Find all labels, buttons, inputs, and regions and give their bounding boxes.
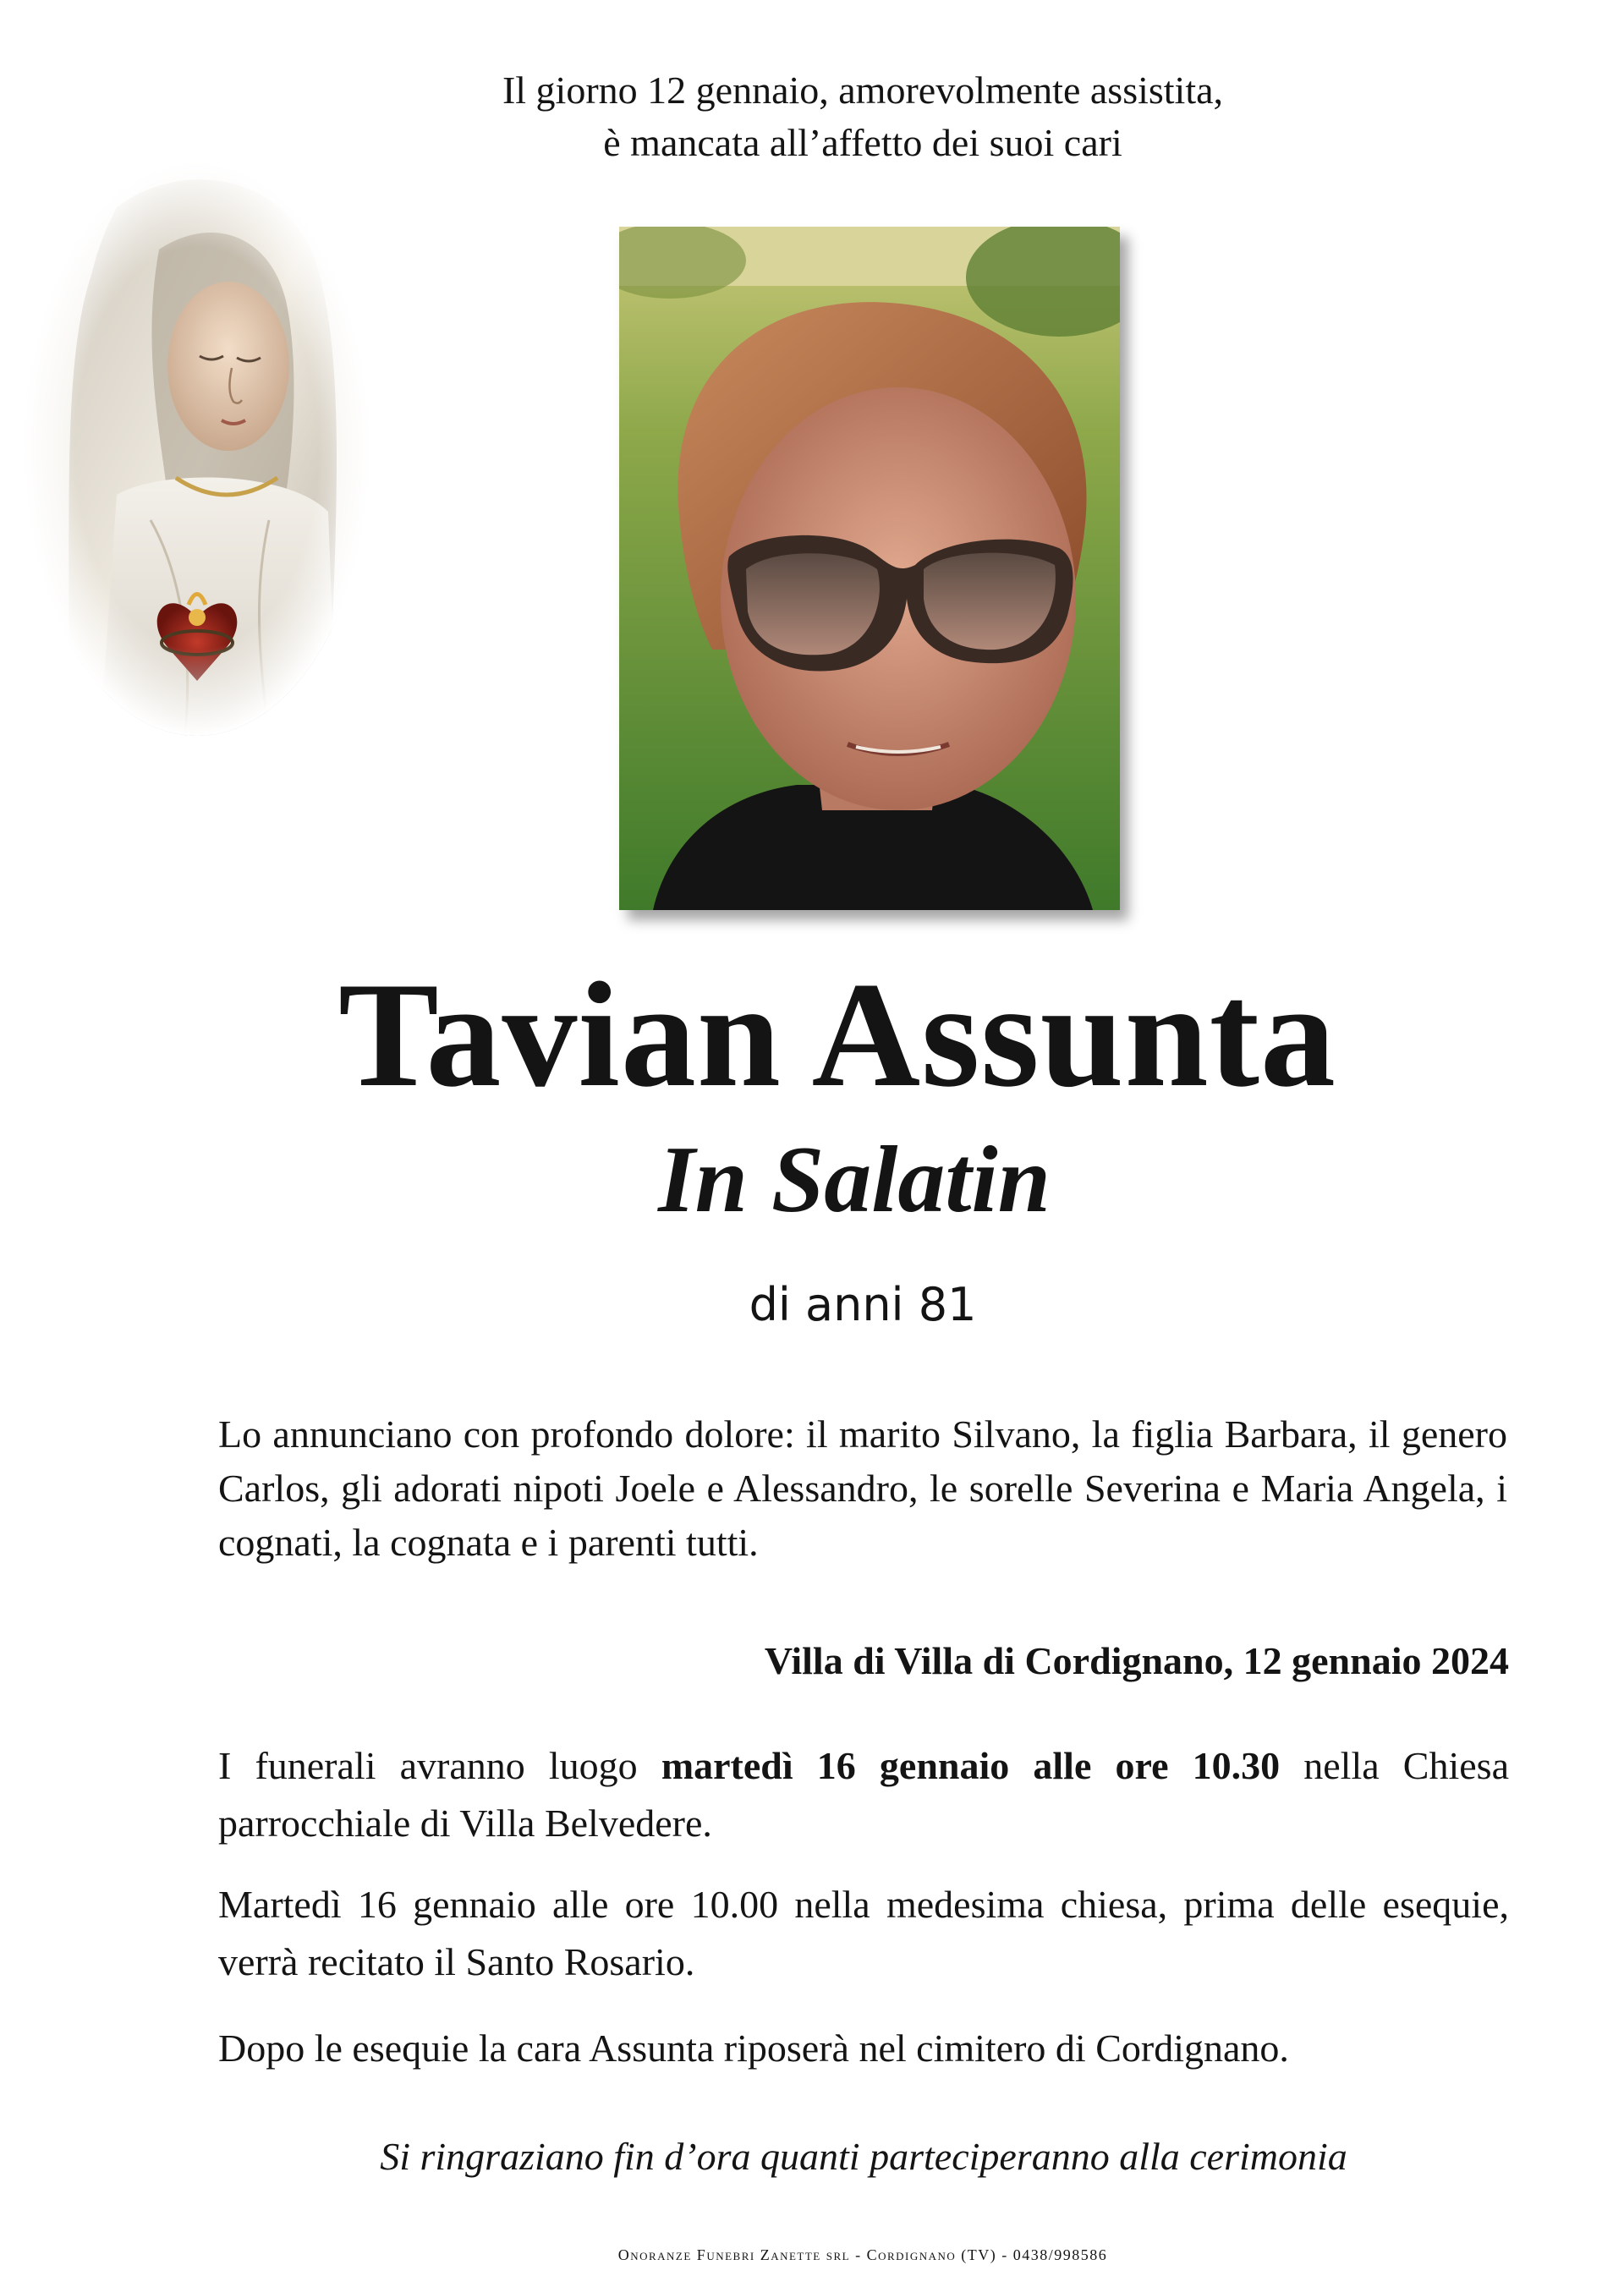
rosary-paragraph: Martedì 16 gennaio alle ore 10.00 nella medesima chiesa, prima delle esequie, verrà recitato il Santo Rosario. bbox=[218, 1883, 1509, 1983]
intro-line-1: Il giorno 12 gennaio, amorevolmente assistita, bbox=[502, 69, 1224, 112]
burial-paragraph: Dopo le esequie la cara Assunta riposerà nel cimitero di Cordignano. bbox=[218, 2026, 1289, 2070]
age-text: di anni 81 bbox=[749, 1278, 977, 1331]
place-date: Villa di Villa di Cordignano, 12 gennaio 2024 bbox=[764, 1639, 1509, 1682]
funeral-datetime: martedì 16 gennaio alle ore 10.30 bbox=[661, 1744, 1281, 1787]
footer-funeral-home: Onoranze Funebri Zanette srl - Cordignano (TV) - 0438/998586 bbox=[617, 2246, 1108, 2263]
portrait-illustration bbox=[619, 227, 1120, 910]
intro-text bbox=[347, 64, 1379, 169]
madonna-illustration bbox=[15, 156, 379, 740]
funeral-prefix: I funerali avranno luogo bbox=[218, 1744, 661, 1787]
thanks-text: Si ringraziano fin d’ora quanti parteciperanno alla cerimonia bbox=[380, 2135, 1347, 2178]
madonna-image bbox=[15, 156, 379, 740]
announcement-text: Lo annunciano con profondo dolore: il marito Silvano, la figlia Barbara, il genero Carlos, gli adorati nipoti Joele e Alessandro, le sorelle Severina e Maria Angela, i cognati, la cognata e i parenti tutti. bbox=[218, 1412, 1507, 1564]
intro-line-2: è mancata all’affetto dei suoi cari bbox=[603, 121, 1122, 164]
deceased-name: Tavian Assunta bbox=[338, 951, 1336, 1118]
portrait-photo bbox=[619, 227, 1120, 910]
funeral-suffix: nella Chiesa parrocchiale di Villa Belvedere. bbox=[218, 1744, 1509, 1845]
funeral-paragraph bbox=[218, 1737, 1509, 1852]
married-name: In Salatin bbox=[658, 1127, 1051, 1232]
